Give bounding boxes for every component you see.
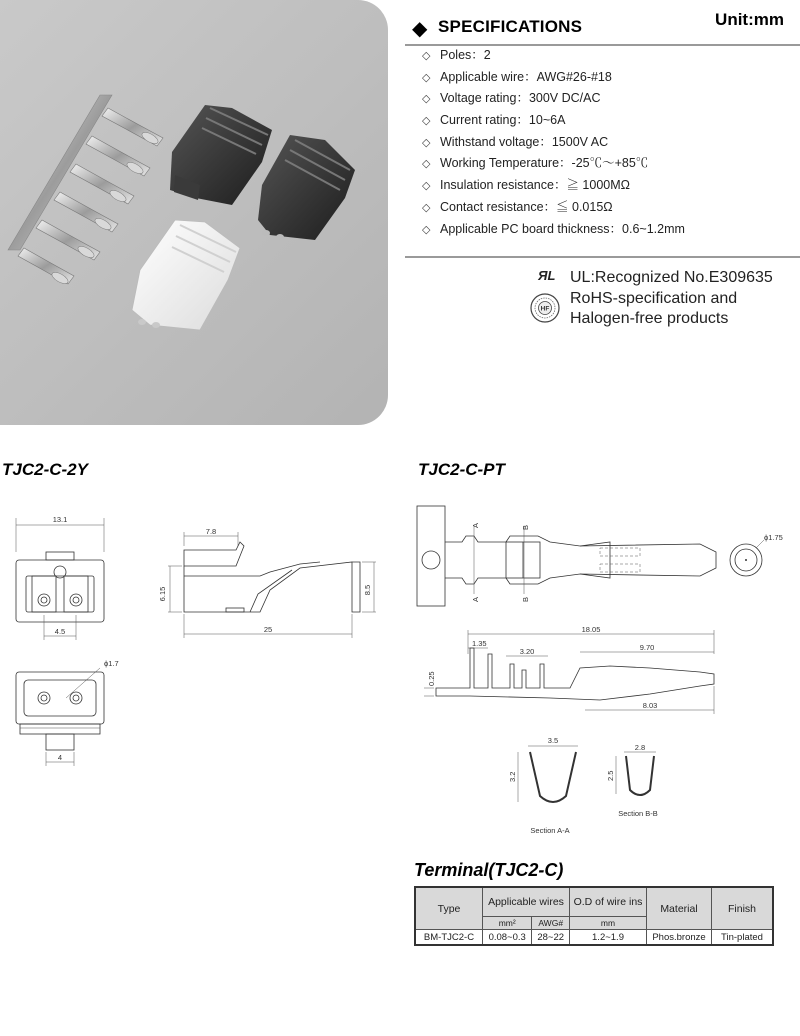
diamond-outline-icon: ◇ (422, 93, 431, 106)
header-applicable-wires: Applicable wires (483, 887, 570, 917)
specifications-header (412, 10, 792, 44)
header-mm: mm (570, 917, 647, 930)
product-photo-illustration (0, 0, 388, 425)
section-b-b (606, 743, 658, 818)
cell-type: BM-TJC2-C (415, 930, 483, 946)
diamond-outline-icon: ◇ (422, 136, 431, 149)
header-od: O.D of wire ins (570, 887, 647, 917)
dim-970: 9.70 (639, 643, 655, 652)
specifications-title: SPECIFICATIONS (438, 17, 583, 36)
black-housing-photo-1 (170, 105, 272, 205)
diamond-outline-icon: ◇ (422, 71, 431, 84)
dim-total: 18.05 (581, 625, 601, 634)
cell-od: 1.2~1.9 (570, 930, 647, 946)
dim-hole: ϕ1.7 (104, 659, 119, 668)
ul-certification: UL:Recognized No.E309635 (570, 269, 773, 286)
dim-025: 0.25 (427, 671, 436, 686)
dim-dia: ϕ1.75 (764, 533, 783, 542)
spec-list (422, 45, 800, 240)
terminal-side-view (424, 625, 714, 714)
rohs-logo-icon (530, 293, 560, 323)
diamond-icon: ◆ (412, 18, 428, 40)
spec-item: ◇ Insulation resistance：≧ 1000MΩ (422, 175, 800, 197)
header-material: Material (647, 887, 712, 930)
diamond-outline-icon: ◇ (422, 223, 431, 236)
dim-320: 3.20 (519, 647, 535, 656)
divider (405, 256, 800, 258)
dim-803: 8.03 (642, 701, 658, 710)
product-photo (0, 0, 388, 425)
terminal-end-view (730, 533, 783, 576)
spec-item: ◇ Applicable wire：AWG#26-#18 (422, 67, 800, 89)
spec-item: ◇ Withstand voltage：1500V AC (422, 132, 800, 154)
dim-bottom: 4 (57, 753, 63, 762)
spec-item: ◇ Applicable PC board thickness：0.6~1.2mm (422, 219, 800, 241)
cell-material: Phos.bronze (647, 930, 712, 946)
dim-pitch: 4.5 (54, 627, 66, 636)
dim-height: 8.5 (363, 584, 372, 596)
spec-item: ◇ Current rating：10~6A (422, 110, 800, 132)
black-housing-photo-2 (258, 135, 355, 240)
spec-item: ◇ Contact resistance：≦ 0.015Ω (422, 197, 800, 219)
section-mark-b: B (521, 596, 530, 602)
rohs-certification-line-1: RoHS-specification and (570, 290, 738, 307)
section-mark-a: A (471, 596, 480, 602)
terminal-table-title: Terminal(TJC2-C) (414, 860, 564, 880)
table-row (415, 930, 773, 946)
terminal-drawing (400, 490, 800, 835)
unit-label: Unit:mm (715, 10, 784, 29)
housing-front-view (16, 515, 104, 640)
cell-mm2: 0.08~0.3 (483, 930, 532, 946)
ul-logo-icon: ЯL (538, 268, 556, 283)
header-finish: Finish (712, 887, 774, 930)
housing-side-view (158, 527, 376, 638)
rohs-certification-line-2: Halogen-free products (570, 310, 729, 327)
spec-item: ◇ Voltage rating：300V DC/AC (422, 88, 800, 110)
rohs-badge-text: HF (540, 305, 550, 313)
cell-awg: 28~22 (532, 930, 570, 946)
cell-finish: Tin-plated (712, 930, 774, 946)
section-a-label: Section A-A (530, 826, 570, 835)
terminal-top-view (417, 506, 716, 606)
spec-item: ◇ Poles：2 (422, 45, 800, 67)
spec-item: ◇ Working Temperature：-25℃～+85℃ (422, 153, 800, 175)
diamond-outline-icon: ◇ (422, 115, 431, 128)
dim-width: 13.1 (52, 515, 68, 524)
section-mark-b: B (521, 524, 530, 530)
section-a-width: 3.5 (547, 736, 559, 745)
section-a-height: 3.2 (508, 771, 517, 782)
terminal-strip (8, 95, 163, 286)
terminal-spec-table (414, 886, 774, 946)
section-a-a (508, 736, 578, 835)
diamond-outline-icon: ◇ (422, 50, 431, 62)
dim-length: 25 (263, 625, 273, 634)
housing-section-title: TJC2-C-2Y (2, 460, 88, 479)
diamond-outline-icon: ◇ (422, 180, 431, 193)
dim-top: 7.8 (205, 527, 217, 536)
header-mm2: mm² (483, 917, 532, 930)
diamond-outline-icon: ◇ (422, 201, 431, 214)
section-b-height: 2.5 (606, 770, 615, 781)
header-awg: AWG# (532, 917, 570, 930)
dim-135: 1.35 (472, 639, 487, 648)
terminal-drawing-title: TJC2-C-PT (418, 460, 505, 479)
header-type: Type (415, 887, 483, 930)
diamond-outline-icon: ◇ (422, 158, 431, 171)
section-mark-a: A (471, 522, 480, 528)
white-housing-photo (132, 220, 240, 330)
dim-height-inner: 6.15 (158, 586, 167, 602)
housing-drawing (0, 490, 400, 790)
section-b-label: Section B-B (618, 809, 658, 818)
housing-bottom-view (16, 659, 119, 766)
section-b-width: 2.8 (634, 743, 646, 752)
